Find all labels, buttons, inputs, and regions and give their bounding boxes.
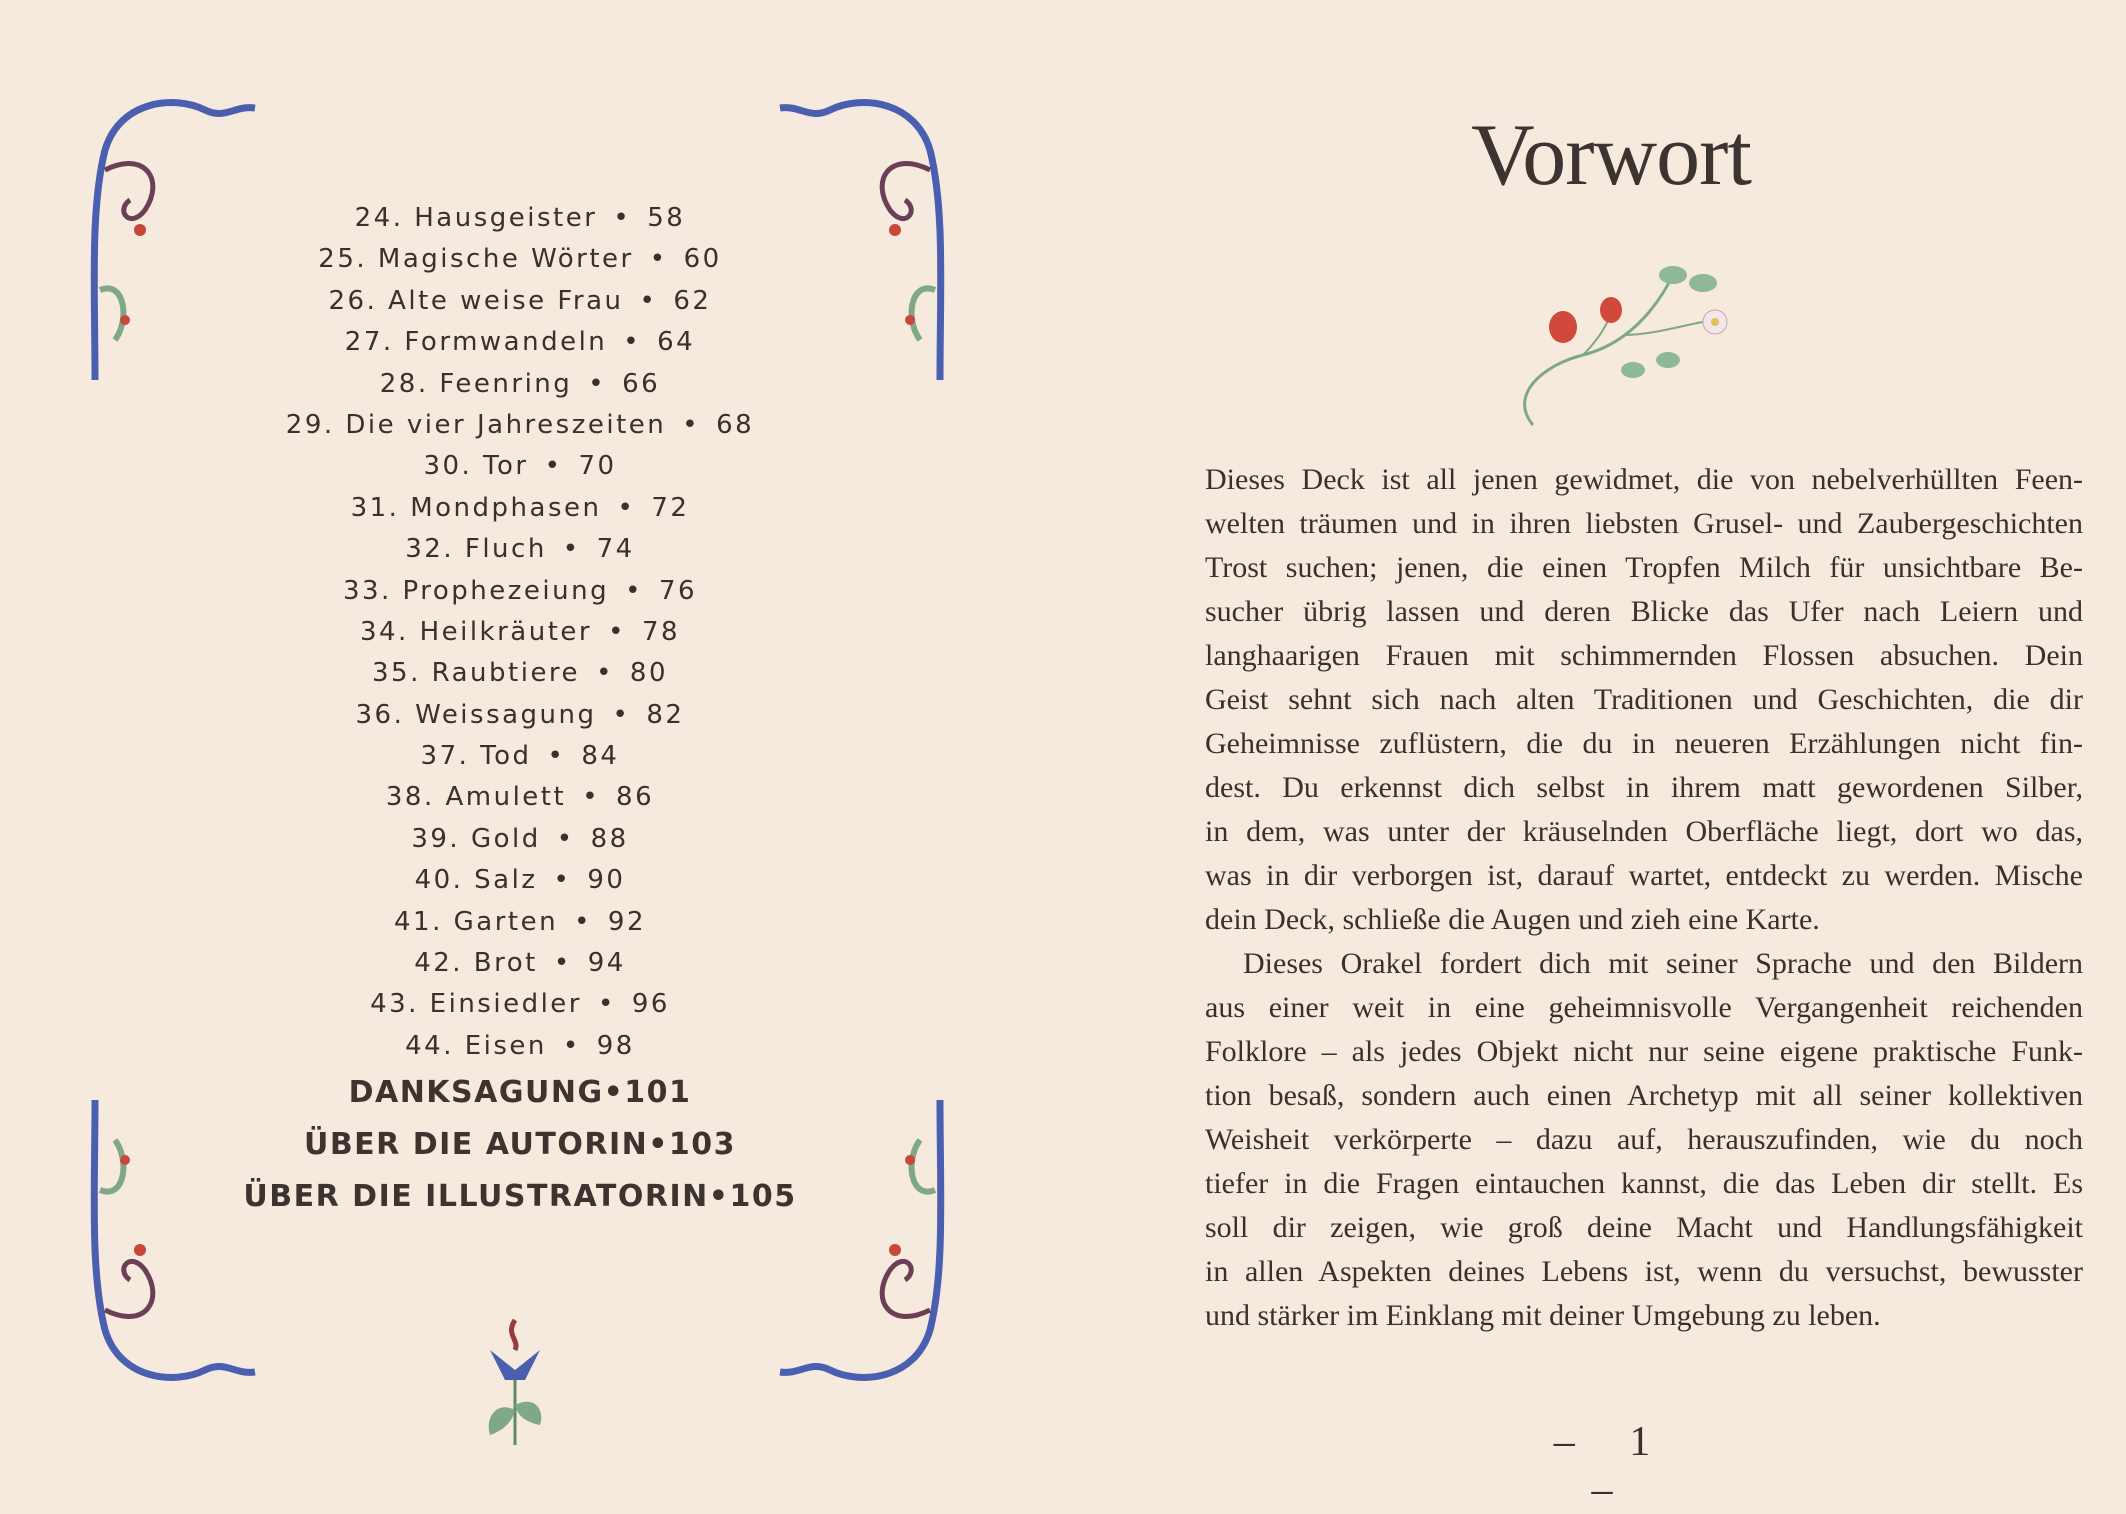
toc-entry-page: 60 bbox=[683, 244, 722, 275]
toc-entry-page: 103 bbox=[668, 1127, 737, 1163]
left-page bbox=[0, 0, 1063, 1512]
text-line: sucher übrig lassen und deren Blicke das Ufer nach Leiern und bbox=[1205, 595, 2083, 628]
toc-entry[interactable] bbox=[0, 860, 1040, 901]
toc-entry-label: 27. Formwandeln bbox=[344, 327, 608, 358]
toc-entry-page: 68 bbox=[716, 409, 755, 440]
toc-entry-label: 35. Raubtiere bbox=[372, 658, 581, 689]
text-line: Weisheit verkörperte – dazu auf, herauszufinden, wie du noch bbox=[1205, 1123, 2083, 1156]
cornflower-ornament-icon bbox=[475, 1310, 555, 1450]
toc-entry-page: 74 bbox=[596, 534, 635, 565]
toc-separator: • bbox=[682, 409, 701, 440]
toc-entry[interactable] bbox=[0, 239, 1040, 280]
page-number: – 1 – bbox=[1553, 1419, 1673, 1513]
toc-entry[interactable] bbox=[0, 984, 1040, 1025]
toc-entry-page: 78 bbox=[641, 616, 681, 647]
toc-entry-label: 33. Prophezeiung bbox=[342, 575, 610, 606]
toc-entry-label: ÜBER DIE ILLUSTRATORIN bbox=[243, 1179, 709, 1215]
toc-entry-page: 92 bbox=[607, 906, 646, 937]
text-line: in dem, was unter der kräuselnden Oberfläche liegt, dort wo das, bbox=[1205, 815, 2083, 848]
toc-entry-page: 58 bbox=[647, 203, 686, 233]
toc-separator: • bbox=[649, 244, 668, 275]
toc-separator: • bbox=[613, 203, 632, 233]
toc-separator: • bbox=[544, 451, 563, 482]
toc-entry[interactable] bbox=[0, 281, 1040, 322]
toc-separator: • bbox=[553, 865, 572, 896]
toc-entry-label: 36. Weissagung bbox=[355, 699, 597, 730]
text-line: langhaarigen Frauen mit schimmernden Flossen absuchen. Dein bbox=[1205, 639, 2083, 672]
toc-entry-page: 101 bbox=[624, 1075, 692, 1111]
toc-entry-page: 88 bbox=[590, 823, 629, 854]
toc-separator: • bbox=[639, 285, 658, 316]
toc-entry-label: 34. Heilkräuter bbox=[359, 616, 593, 647]
toc-major-entry[interactable] bbox=[0, 1119, 1040, 1171]
text-line: tiefer in die Fragen eintauchen kannst, die das Leben dir stellt. Es bbox=[1205, 1167, 2083, 1200]
toc-entry[interactable] bbox=[0, 612, 1040, 653]
toc-entry-label: 30. Tor bbox=[423, 451, 529, 482]
toc-entry[interactable] bbox=[0, 322, 1040, 363]
toc-separator: • bbox=[625, 575, 643, 606]
toc-separator: • bbox=[708, 1179, 730, 1215]
text-line: und stärker im Einklang mit deiner Umgebung zu leben. bbox=[1205, 1299, 1881, 1332]
toc-separator: • bbox=[588, 368, 607, 399]
toc-entry[interactable] bbox=[0, 198, 1040, 239]
toc-entry-page: 86 bbox=[616, 782, 655, 813]
text-line: aus einer weit in eine geheimnisvolle Vergangenheit reichenden bbox=[1205, 991, 2083, 1024]
toc-entry-label: 43. Einsiedler bbox=[370, 989, 582, 1020]
toc-entry-page: 96 bbox=[631, 989, 670, 1020]
foreword-text bbox=[1205, 458, 2083, 1338]
toc-entry-label: 31. Mondphasen bbox=[350, 492, 602, 523]
toc-entry[interactable] bbox=[0, 446, 1040, 487]
toc-entry[interactable] bbox=[0, 571, 1040, 612]
toc-separator: • bbox=[556, 823, 575, 854]
toc-separator: • bbox=[547, 741, 566, 772]
toc-entry-label: 29. Die vier Jahreszeiten bbox=[285, 409, 667, 440]
text-line: Folklore – als jedes Objekt nicht nur seine eigene praktische Funk- bbox=[1205, 1035, 2083, 1068]
toc-entry-page: 94 bbox=[587, 948, 626, 979]
toc-separator: • bbox=[574, 906, 592, 937]
toc-entry-page: 80 bbox=[629, 658, 668, 689]
toc-entry[interactable] bbox=[0, 943, 1040, 984]
toc-separator: • bbox=[623, 327, 642, 358]
text-line: was in dir verborgen ist, darauf wartet, entdeckt zu werden. Mische bbox=[1205, 859, 2083, 892]
toc-entry-label: 39. Gold bbox=[411, 823, 541, 854]
toc-entry-page: 70 bbox=[578, 451, 617, 482]
toc-entry-page: 64 bbox=[657, 327, 696, 358]
toc-entry-label: 42. Brot bbox=[414, 948, 538, 979]
toc-entry-label: 28. Feenring bbox=[379, 368, 573, 399]
toc-entry-label: 26. Alte weise Frau bbox=[328, 285, 624, 316]
toc-entry-page: 98 bbox=[596, 1030, 635, 1061]
text-line: in allen Aspekten deines Lebens ist, wenn du versuchst, bewusster bbox=[1205, 1255, 2083, 1288]
toc-entry[interactable] bbox=[0, 405, 1040, 446]
toc-entry-page: 72 bbox=[651, 492, 690, 523]
right-page bbox=[1063, 0, 2126, 1512]
text-line: Trost suchen; jenen, die einen Tropfen Milch für unsichtbare Be- bbox=[1205, 551, 2083, 584]
toc-separator: • bbox=[648, 1127, 669, 1163]
table-of-contents bbox=[0, 198, 1040, 1223]
text-line: welten träumen und in ihren liebsten Grusel- und Zaubergeschichten bbox=[1205, 507, 2083, 540]
strawberry-vine-illustration-icon bbox=[1503, 255, 1743, 435]
text-line: dest. Du erkennst dich selbst in ihrem matt gewordenen Silber, bbox=[1205, 771, 2083, 804]
toc-entry[interactable] bbox=[0, 902, 1040, 943]
toc-separator: • bbox=[612, 699, 631, 730]
text-line: soll dir zeigen, wie groß deine Macht und Handlungsfähigkeit bbox=[1205, 1211, 2083, 1244]
toc-separator: • bbox=[553, 948, 572, 979]
toc-entry-page: 76 bbox=[658, 575, 698, 606]
toc-entry-page: 105 bbox=[729, 1179, 797, 1215]
toc-entry-page: 84 bbox=[581, 741, 620, 772]
toc-entry-page: 66 bbox=[622, 368, 661, 399]
page-title: Vorwort bbox=[1471, 107, 1751, 204]
toc-separator: • bbox=[562, 1030, 581, 1061]
text-line: Geist sehnt sich nach alten Traditionen und Geschichten, die dir bbox=[1205, 683, 2083, 716]
toc-entry-page: 82 bbox=[646, 699, 685, 730]
toc-entry-label: 44. Eisen bbox=[405, 1030, 547, 1061]
toc-entry[interactable] bbox=[0, 736, 1040, 777]
text-line: Geheimnisse zuflüstern, die du in neueren Erzählungen nicht fin- bbox=[1205, 727, 2083, 760]
text-line: tion besaß, sondern auch einen Archetyp mit all seiner kollektiven bbox=[1205, 1079, 2083, 1112]
toc-entry[interactable] bbox=[0, 695, 1040, 736]
toc-entry[interactable] bbox=[0, 488, 1040, 529]
toc-separator: • bbox=[562, 534, 581, 565]
toc-entry[interactable] bbox=[0, 364, 1040, 405]
toc-entry-label: 25. Magische Wörter bbox=[318, 244, 634, 275]
toc-entry[interactable] bbox=[0, 653, 1040, 694]
toc-entry-label: DANKSAGUNG bbox=[348, 1075, 604, 1111]
toc-separator: • bbox=[608, 616, 626, 647]
toc-entry[interactable] bbox=[0, 819, 1040, 860]
toc-entry-label: 40. Salz bbox=[414, 865, 538, 896]
toc-entry[interactable] bbox=[0, 777, 1040, 818]
toc-major-entry[interactable] bbox=[0, 1067, 1040, 1119]
toc-entry[interactable] bbox=[0, 529, 1040, 570]
toc-separator: • bbox=[597, 989, 616, 1020]
toc-entry-label: 32. Fluch bbox=[405, 534, 547, 565]
toc-separator: • bbox=[596, 658, 614, 689]
toc-entry-page: 62 bbox=[673, 285, 712, 316]
toc-entry[interactable] bbox=[0, 1026, 1040, 1067]
toc-entry-page: 90 bbox=[587, 865, 626, 896]
text-line: Dieses Orakel fordert dich mit seiner Sprache und den Bildern bbox=[1243, 947, 2083, 980]
toc-separator: • bbox=[603, 1075, 625, 1111]
toc-separator: • bbox=[617, 492, 636, 523]
toc-entry-label: ÜBER DIE AUTORIN bbox=[303, 1127, 649, 1163]
text-line: dein Deck, schließe die Augen und zieh eine Karte. bbox=[1205, 903, 1820, 936]
text-line: Dieses Deck ist all jenen gewidmet, die von nebelverhüllten Feen- bbox=[1205, 463, 2083, 496]
toc-entry-label: 37. Tod bbox=[420, 741, 532, 772]
toc-entry-label: 24. Hausgeister bbox=[354, 203, 598, 233]
toc-separator: • bbox=[582, 782, 601, 813]
toc-entry-label: 38. Amulett bbox=[385, 782, 567, 813]
toc-entry-label: 41. Garten bbox=[394, 906, 559, 937]
toc-major-entry[interactable] bbox=[0, 1171, 1040, 1223]
